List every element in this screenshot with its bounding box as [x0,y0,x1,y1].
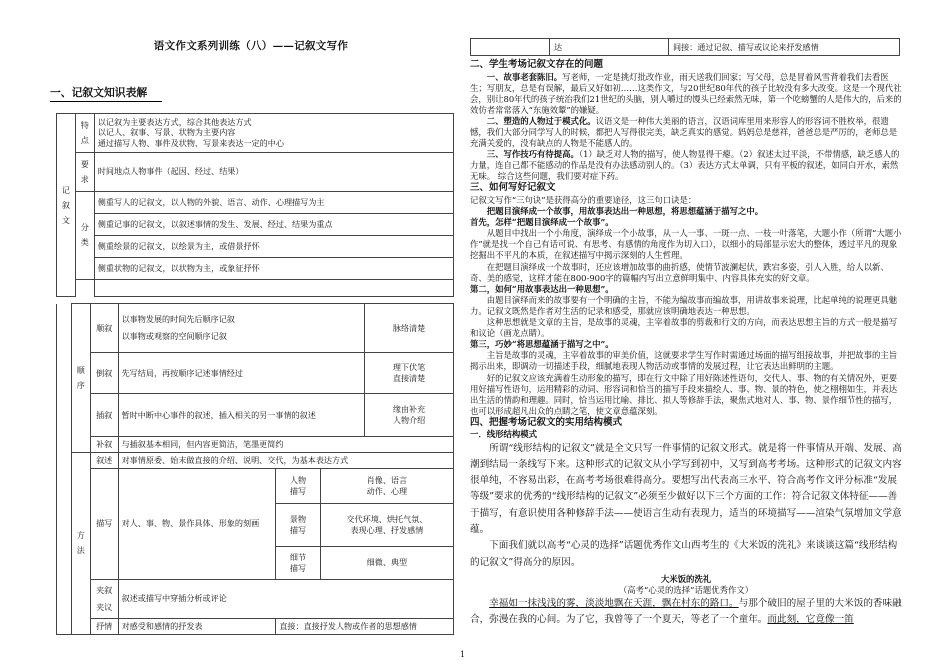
category-event: 侧重记事的记叙文，以叙述事情的发生、发展、经过、结果为重点 [94,213,453,235]
order-flashback-name: 倒叙 [90,353,118,394]
step-1-para-2: 在把题目演绎成一个故事时，还应该增加故事的曲折感，使情节波澜起伏，跌宕多姿，引人入胜，给人以新、奇、美的感觉，这样才能在800-900字的篇幅内写出立意鲜明集中、内容具体充实的好文章。 [470,261,889,283]
order-flashback-desc: 先写结局，再按顺序记述事情经过 [118,353,365,394]
section-1-heading: 一、记叙文知识表解 [50,86,162,102]
order-sequential-note: 脉络清楚 [365,304,454,353]
knowledge-table [56,113,454,297]
row-head-cell: 记 叙 文 [57,114,76,297]
features-content: 以记叙为主要表达方式，综合其他表达方式 以记人、叙事、写景、状物为主要内容 通过描写人物、事件及状物、写景来表达一定的中心 [94,114,453,153]
requirements-label: 要 求 [75,152,94,191]
desc-sub-detail-name: 细节 描写 [276,546,321,579]
step-3-title: 第三，巧妙“将思想蕴涵于描写之中”。 [470,339,614,350]
order-interjection-desc: 暂时中断中心事件的叙述，插入相关的另一事情的叙述 [118,394,365,437]
order-sequential-name: 顺叙 [90,304,118,353]
essay-intro-para: 下面我们就以高考“心灵的选择”话题优秀作文山西考生的《大米饭的洗礼》来谈谈这篇“线形结构的记叙文”得高分的原因。 [470,540,898,568]
method-description-name: 描写 [90,468,118,579]
order-interjection-name: 插叙 [90,394,118,437]
method-lyric-name: 抒情 [90,618,118,634]
desc-sub-person-name: 人物 描写 [276,468,321,503]
method-commentary-desc: 叙述或描写中穿插分析或评论 [118,579,453,618]
step-3-para-2: 好的记叙文应该充满着生动形象的描写，即在行文中除了用好陈述性语句，交代人、事、物的有关情况外，更要用好描写性语句，运用精彩的动词、形容词和恰当的描写手段来描绘人、事、物、景的特色，使之栩栩如生，并表达出生活的情韵和理趣。同时，恰当运用比喻、排比、拟人等修辞手法，聚焦式地对人、事、物、景作细节性的描写，也可以形成超凡出众的点睛之笔，使文章意蕴深刻。 [470,372,898,416]
essay-subtitle: （高考“心灵的选择”话题优秀作文） [618,584,754,595]
step-1-para-1: 从题目中找出一个小角度，演绎成一个小故事，从一人一事、一斑一点、一枝一叶落笔，大题小作（所谓“大题小作”就是找一个自己有话可说、有思考、有感情的角度作为切入口），以细小的局部显示宏大的整体，透过平凡的现象挖掘出不平凡的本质，在叙述描写中揭示深刻的人生哲理。 [470,228,902,261]
blank-cell [94,279,453,296]
desc-sub-person-desc: 肖像、语言 动作、心理 [320,468,453,503]
requirements-content: 时间地点人物事件（起因、经过、结果） [94,152,453,191]
right-text-body [470,59,902,629]
order-supplement-name: 补叙 [90,437,118,453]
continued-cell-indirect: 间接：通过记叙、描写或议论来抒发感情 [669,39,900,56]
desc-sub-scene-desc: 交代环境、烘托气氛、 表现心理、抒发感情 [320,503,453,546]
order-method-table [56,303,454,635]
desc-sub-scene-name: 景物 描写 [276,503,321,546]
essay-para-1: 幸福如一抹浅浅的雾，淡淡地飘在天涯，飘在村东的路口。与那个破旧的屋子里的大米饭的香味融合，弥漫在我的心间。为了它，我曾等了一个夏天，等老了一个童年。而此刻，它竟像一笛 [470,598,902,626]
blank-label [75,279,94,297]
step-2-para-1: 由题目演绎而来的故事要有一个明确的主旨，不能为编故事而编故事，用讲故事来说理，比起单纯的说理更具魅力。记叙文既然是作者对生活的记录和感受，那就应该明确地表达一种思想。 [470,294,898,316]
section-2-heading: 二、学生考场记叙文存在的问题 [470,59,604,70]
step-1-title: 首先，怎样“把题目演绎成一个故事”。 [470,217,614,228]
three-rules-intro: 记叙文写作“三句诀”是获得高分的重要途径，这三句口诀是： [470,195,697,205]
essay-title: 大米饭的洗礼 [660,573,712,584]
method-narration-desc: 对事情原委、始末做直接的介绍、说明、交代，为基本表达方式 [118,452,453,468]
problem-1: 一、故事老套陈旧。写老师，一定是挑灯批改作业，雨天送我们回家；写父母，总是冒着风雪背着我们去看医生；写朋友，总是有误解，最后又好如初……这类作文，与20世纪80年代的孩子比较没有多大改变。这是一个现代社会，别让80年代的孩子统治我们21世纪的头脑，别人嚼过的馒头已经索然无味，第一个吃螃蟹的人是伟大的，后来的效仿者常常落入“东施效颦”的嫌疑。 [470,71,902,115]
step-2-para-2: 这种思想就是文章的主旨，是故事的灵魂，主宰着故事的剪裁和行文的方向，而表达思想主旨的方式一般是描写和议论（画龙点睛）。 [470,317,898,339]
order-label: 顺 序 [71,304,90,453]
order-supplement-desc: 与插叙基本相同，但内容更简洁，笔墨更简约 [118,437,453,453]
step-3-para-1: 主旨是故事的灵魂，主宰着故事的审美价值，这就要求学生写作时需通过场面的描写组接故事，并把故事的主旨揭示出来，即调动一切描述手段，细腻地表现人物活动或事情的发展过程，让它表达出鲜明的主题。 [470,350,898,372]
step-2-title: 第二，如何“用故事表达出一种思想”。 [470,283,614,294]
method-narration-name: 叙述 [90,452,118,468]
document-title: 语文作文系列训练（八）——记叙文写作 [153,40,349,52]
category-object: 侧重状物的记叙文，以状物为主，或象征抒怀 [94,257,453,279]
problem-2: 二、塑造的人物过于模式化。议语文是一种伟大美丽的语言，汉语词库里用来形容人的形容词不胜枚举，很遗憾，我们大部分同学写人的时候，都把人写得很完美，缺乏真实的感觉。妈妈总是慈祥，爸爸总是严厉的，老师总是充满关爱的，没有缺点的人物是不能感人的。 [470,115,898,149]
linear-structure-para: 所谓“线形结构的记叙文”就是全文只写一件事情的记叙文形式。就是将一件事情从开端、发展、高潮到结局一条线写下来。这种形式的记叙文从小学写到初中，又写到高考考场。这种形式的记叙文内容很单纯，不容易出彩，在高考考场很难得高分。要想写出代表高三水平、符合高考作文评分标准“发展等级”要求的优秀的“线形结构的记叙文”必须至少做好以下三个方面的工作：符合记叙文体特征——善于描写，有意识使用各种修辞手法——使语言生动有表现力，适当的环境描写——渲染气氛增加文学意蕴。 [470,442,902,535]
method-commentary-name: 夹叙 夹议 [90,579,118,618]
linear-structure-subheading: 一．线形结构模式 [470,429,537,440]
order-flashback-note: 理下伏笔 直接清楚 [365,353,454,394]
features-label: 特 点 [75,114,94,153]
method-description-desc: 对人、事、物、景作具体、形象的刻画 [118,468,276,579]
desc-sub-detail-desc: 细微、典型 [320,546,453,579]
method-label: 方 法 [71,452,90,634]
category-scene: 侧重绘景的记叙文，以绘景为主，或借景抒怀 [94,235,453,257]
section-4-heading: 四、把握考场记叙文的实用结构模式 [470,416,623,428]
three-rules-motto: 把题目演绎成一个故事，用故事表达出一种思想，将思想蕴涵于描写之中。 [486,206,764,217]
order-interjection-note: 缘由补充 人物介绍 [365,394,454,437]
continued-cell-da: 达 [550,39,669,56]
category-person: 侧重写人的记叙文，以人物的外貌、语言、动作、心理描写为主 [94,191,453,213]
method-lyric-direct: 直接：直接抒发人物或作者的思想感情 [276,618,454,634]
categories-label: 分 类 [75,191,94,279]
method-lyric-desc: 对感受和感情的抒发表 [118,618,276,634]
order-sequential-desc: 以事物发展的时间先后顺序记叙 以事物或观察的空间顺序记叙 [118,304,365,353]
page-number: 1 [460,650,466,659]
section-3-heading: 三、如何写好记叙文 [470,182,556,194]
problem-3: 三、写作技巧有待提高。（1）缺乏对人物的描写，使人物显得干瘪。（2）叙述太过平淡，不带情感，缺乏感人的力量，连自己都不能感动的作品是没有办法感动别人的。（3）表达方式太单调，只有平板的叙述，如同白开水，索然无味。 综合这些问题，我们要对症下药。 [470,149,900,182]
row-head-continued [57,304,72,635]
continued-table-row [470,38,900,56]
